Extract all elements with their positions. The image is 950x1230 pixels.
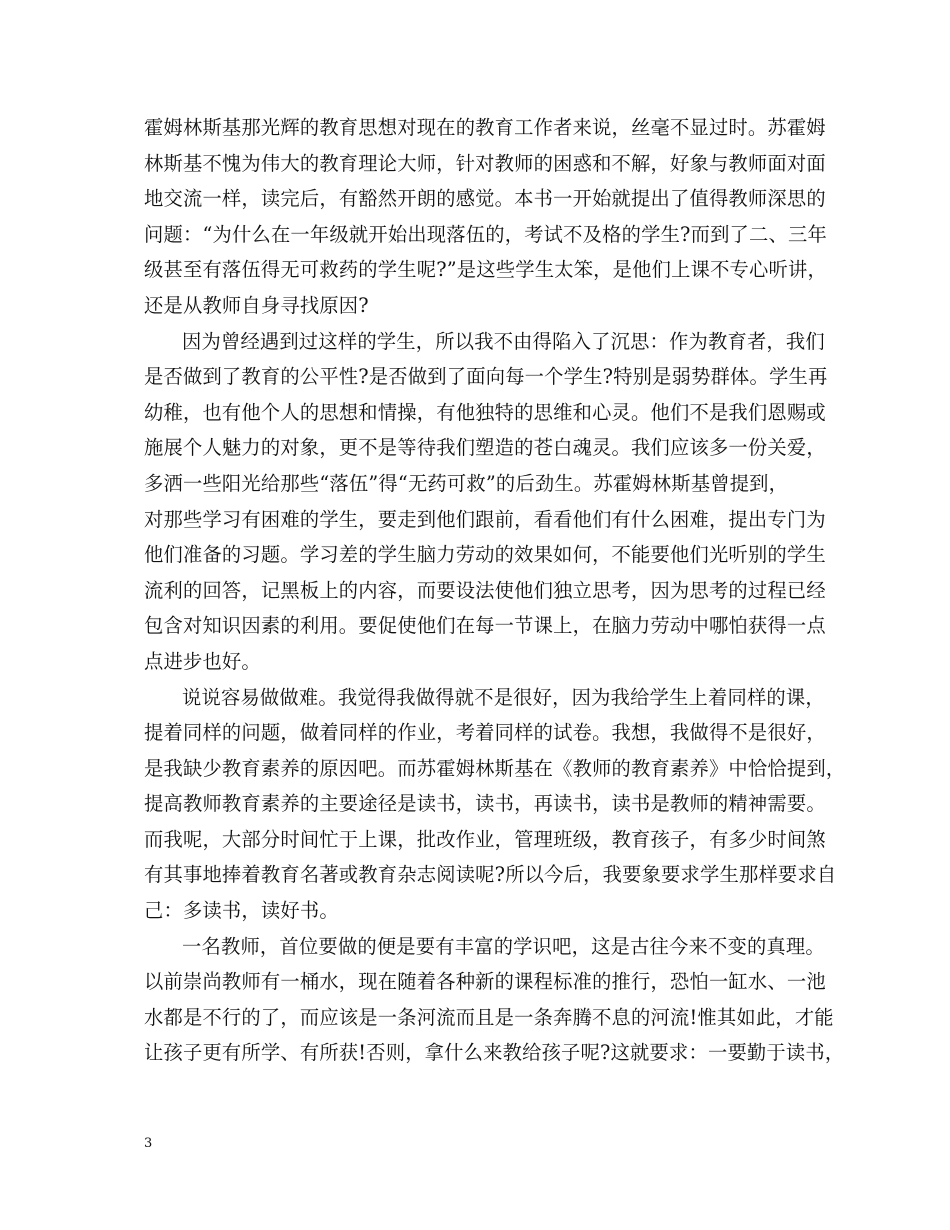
text-line: 多洒一些阳光给那些“落伍”得“无药可救”的后劲生。苏霍姆林斯基曾提到， — [144, 471, 789, 495]
text-line: 己：多读书，读好书。 — [144, 899, 339, 923]
text-line: 对那些学习有困难的学生，要走到他们跟前，看看他们有什么困难，提出专门为 — [144, 507, 826, 531]
text-line: 以前崇尚教师有一桶水，现在随着各种新的课程标准的推行，恐怕一缸水、一池 — [144, 970, 826, 994]
paragraph-1 — [144, 110, 827, 324]
text-line: 流利的回答，记黑板上的内容，而要设法使他们独立思考，因为思考的过程已经 — [144, 578, 826, 602]
paragraph-3 — [144, 680, 846, 929]
page-number: 3 — [144, 1136, 153, 1151]
document-body — [144, 110, 846, 1071]
text-line: 林斯基不愧为伟大的教育理论大师，针对教师的困惑和不解，好象与教师面对面 — [144, 151, 826, 175]
text-line: 级甚至有落伍得无可救药的学生呢?”是这些学生太笨，是他们上课不专心听讲， — [144, 258, 827, 282]
text-line: 霍姆林斯基那光辉的教育思想对现在的教育工作者来说，丝毫不显过时。苏霍姆 — [144, 116, 826, 139]
text-line: 施展个人魅力的对象，更不是等待我们塑造的苍白魂灵。我们应该多一份关爱， — [144, 436, 826, 460]
paragraph-2 — [144, 324, 828, 680]
text-line: 是否做到了教育的公平性?是否做到了面向每一个学生?特别是弱势群体。学生再 — [144, 365, 828, 389]
text-line: 因为曾经遇到过这样的学生，所以我不由得陷入了沉思：作为教育者，我们 — [182, 329, 825, 353]
text-line: 他们准备的习题。学习差的学生脑力劳动的效果如何，不能要他们光听别的学生 — [144, 543, 826, 567]
text-line: 幼稚，也有他个人的思想和情操，有他独特的思维和心灵。他们不是我们恩赐或 — [144, 400, 826, 424]
text-line: 而我呢，大部分时间忙于上课，批改作业，管理班级，教育孩子，有多少时间煞 — [144, 827, 826, 851]
text-line: 问题：“为什么在一年级就开始出现落伍的，考试不及格的学生?而到了二、三年 — [144, 222, 827, 246]
text-line: 提高教师教育素养的主要途径是读书，读书，再读书，读书是教师的精神需要。 — [144, 792, 826, 816]
text-line: 点进步也好。 — [144, 649, 261, 673]
text-line: 是我缺少教育素养的原因吧。而苏霍姆林斯基在《教师的教育素养》中恰恰提到， — [144, 756, 846, 780]
text-line: 水都是不行的了，而应该是一条河流而且是一条奔腾不息的河流!惟其如此，才能 — [144, 1005, 834, 1029]
text-line: 有其事地捧着教育名著或教育杂志阅读呢?所以今后，我要象要求学生那样要求自 — [144, 863, 837, 887]
text-line: 说说容易做做难。我觉得我做得就不是很好，因为我给学生上着同样的课， — [182, 685, 825, 709]
text-line: 让孩子更有所学、有所获!否则，拿什么来教给孩子呢?这就要求：一要勤于读书， — [144, 1041, 845, 1065]
text-line: 包含对知识因素的利用。要促使他们在每一节课上，在脑力劳动中哪怕获得一点 — [144, 614, 826, 638]
text-line: 地交流一样，读完后，有豁然开朗的感觉。本书一开始就提出了值得教师深思的 — [144, 187, 826, 211]
paragraph-4 — [144, 929, 845, 1071]
text-line: 一名教师，首位要做的便是要有丰富的学识吧，这是古往今来不变的真理。 — [182, 934, 825, 958]
text-line: 还是从教师自身寻找原因? — [144, 293, 369, 317]
text-line: 提着同样的问题，做着同样的作业，考着同样的试卷。我想，我做得不是很好， — [144, 721, 826, 745]
